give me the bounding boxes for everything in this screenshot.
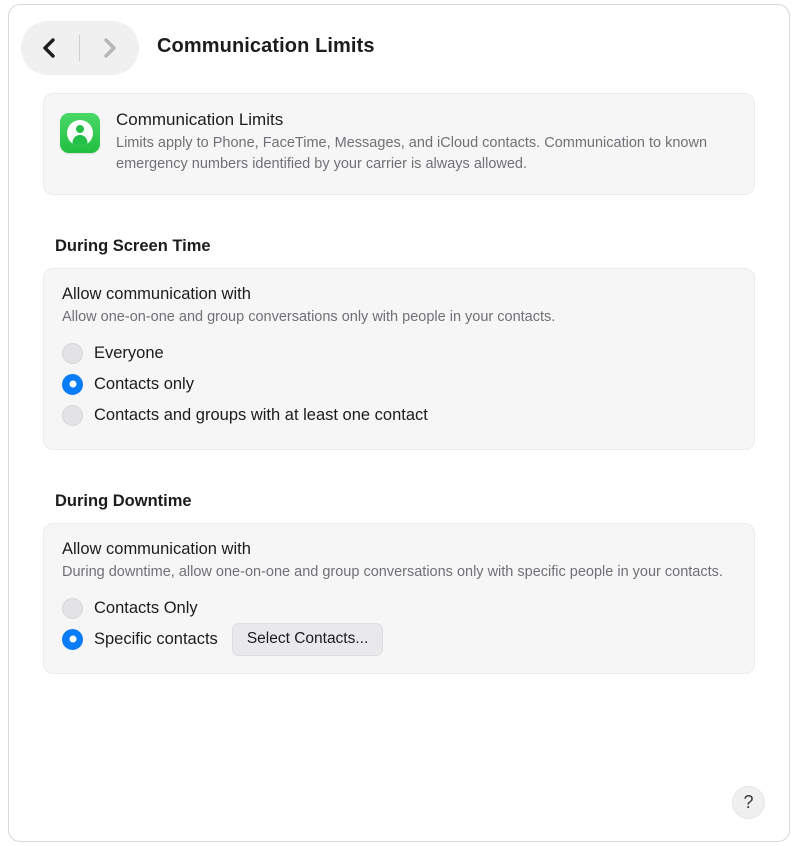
radio-contacts-and-groups-indicator[interactable] [62,405,83,426]
section-title-downtime: During Downtime [55,491,192,510]
radio-option-everyone[interactable] [62,338,736,369]
radio-specific-contacts-label: Specific contacts [94,629,218,648]
settings-content [9,85,789,841]
radio-contacts-only-label: Contacts only [94,374,194,393]
downtime-group-subtext: During downtime, allow one-on-one and group conversations only with specific people in your contacts. [62,563,723,580]
forward-button[interactable] [80,21,138,75]
communication-limits-header-card [43,93,755,195]
radio-option-contacts-and-groups[interactable] [62,400,736,431]
radio-contacts-and-groups-label: Contacts and groups with at least one contact [94,405,428,424]
radio-downtime-contacts-only-indicator[interactable] [62,598,83,619]
radio-everyone-indicator[interactable] [62,343,83,364]
screen-time-group-subtext: Allow one-on-one and group conversations only with people in your contacts. [62,308,556,325]
radio-downtime-contacts-only-label: Contacts Only [94,598,198,617]
settings-window [8,4,790,842]
contact-person-glyph [67,120,93,146]
help-button[interactable]: ? [732,786,765,819]
downtime-group-heading: Allow communication with [62,539,251,558]
radio-contacts-only-indicator[interactable] [62,374,83,395]
radio-option-downtime-contacts-only[interactable] [62,593,736,624]
section-title-screen-time: During Screen Time [55,236,211,255]
back-button[interactable] [21,21,79,75]
window-titlebar [9,5,789,85]
radio-option-contacts-only[interactable] [62,369,736,400]
screen-time-group-card [43,268,755,450]
radio-everyone-label: Everyone [94,343,164,362]
navigation-controls [21,21,139,75]
header-card-title: Communication Limits [116,110,284,129]
screen-time-communication-icon [60,113,100,153]
radio-specific-contacts-indicator[interactable] [62,629,83,650]
chevron-right-icon [99,36,119,60]
page-title: Communication Limits [157,35,375,57]
select-contacts-button[interactable]: Select Contacts... [232,623,383,656]
header-card-text [116,110,738,176]
radio-option-specific-contacts[interactable] [62,624,736,655]
chevron-left-icon [40,36,60,60]
downtime-group-card [43,523,755,674]
header-card-description: Limits apply to Phone, FaceTime, Messages, and iCloud contacts. Communication to known emergency numbers identified by your carrier is always allowed. [116,135,708,173]
screen-time-group-heading: Allow communication with [62,284,251,303]
